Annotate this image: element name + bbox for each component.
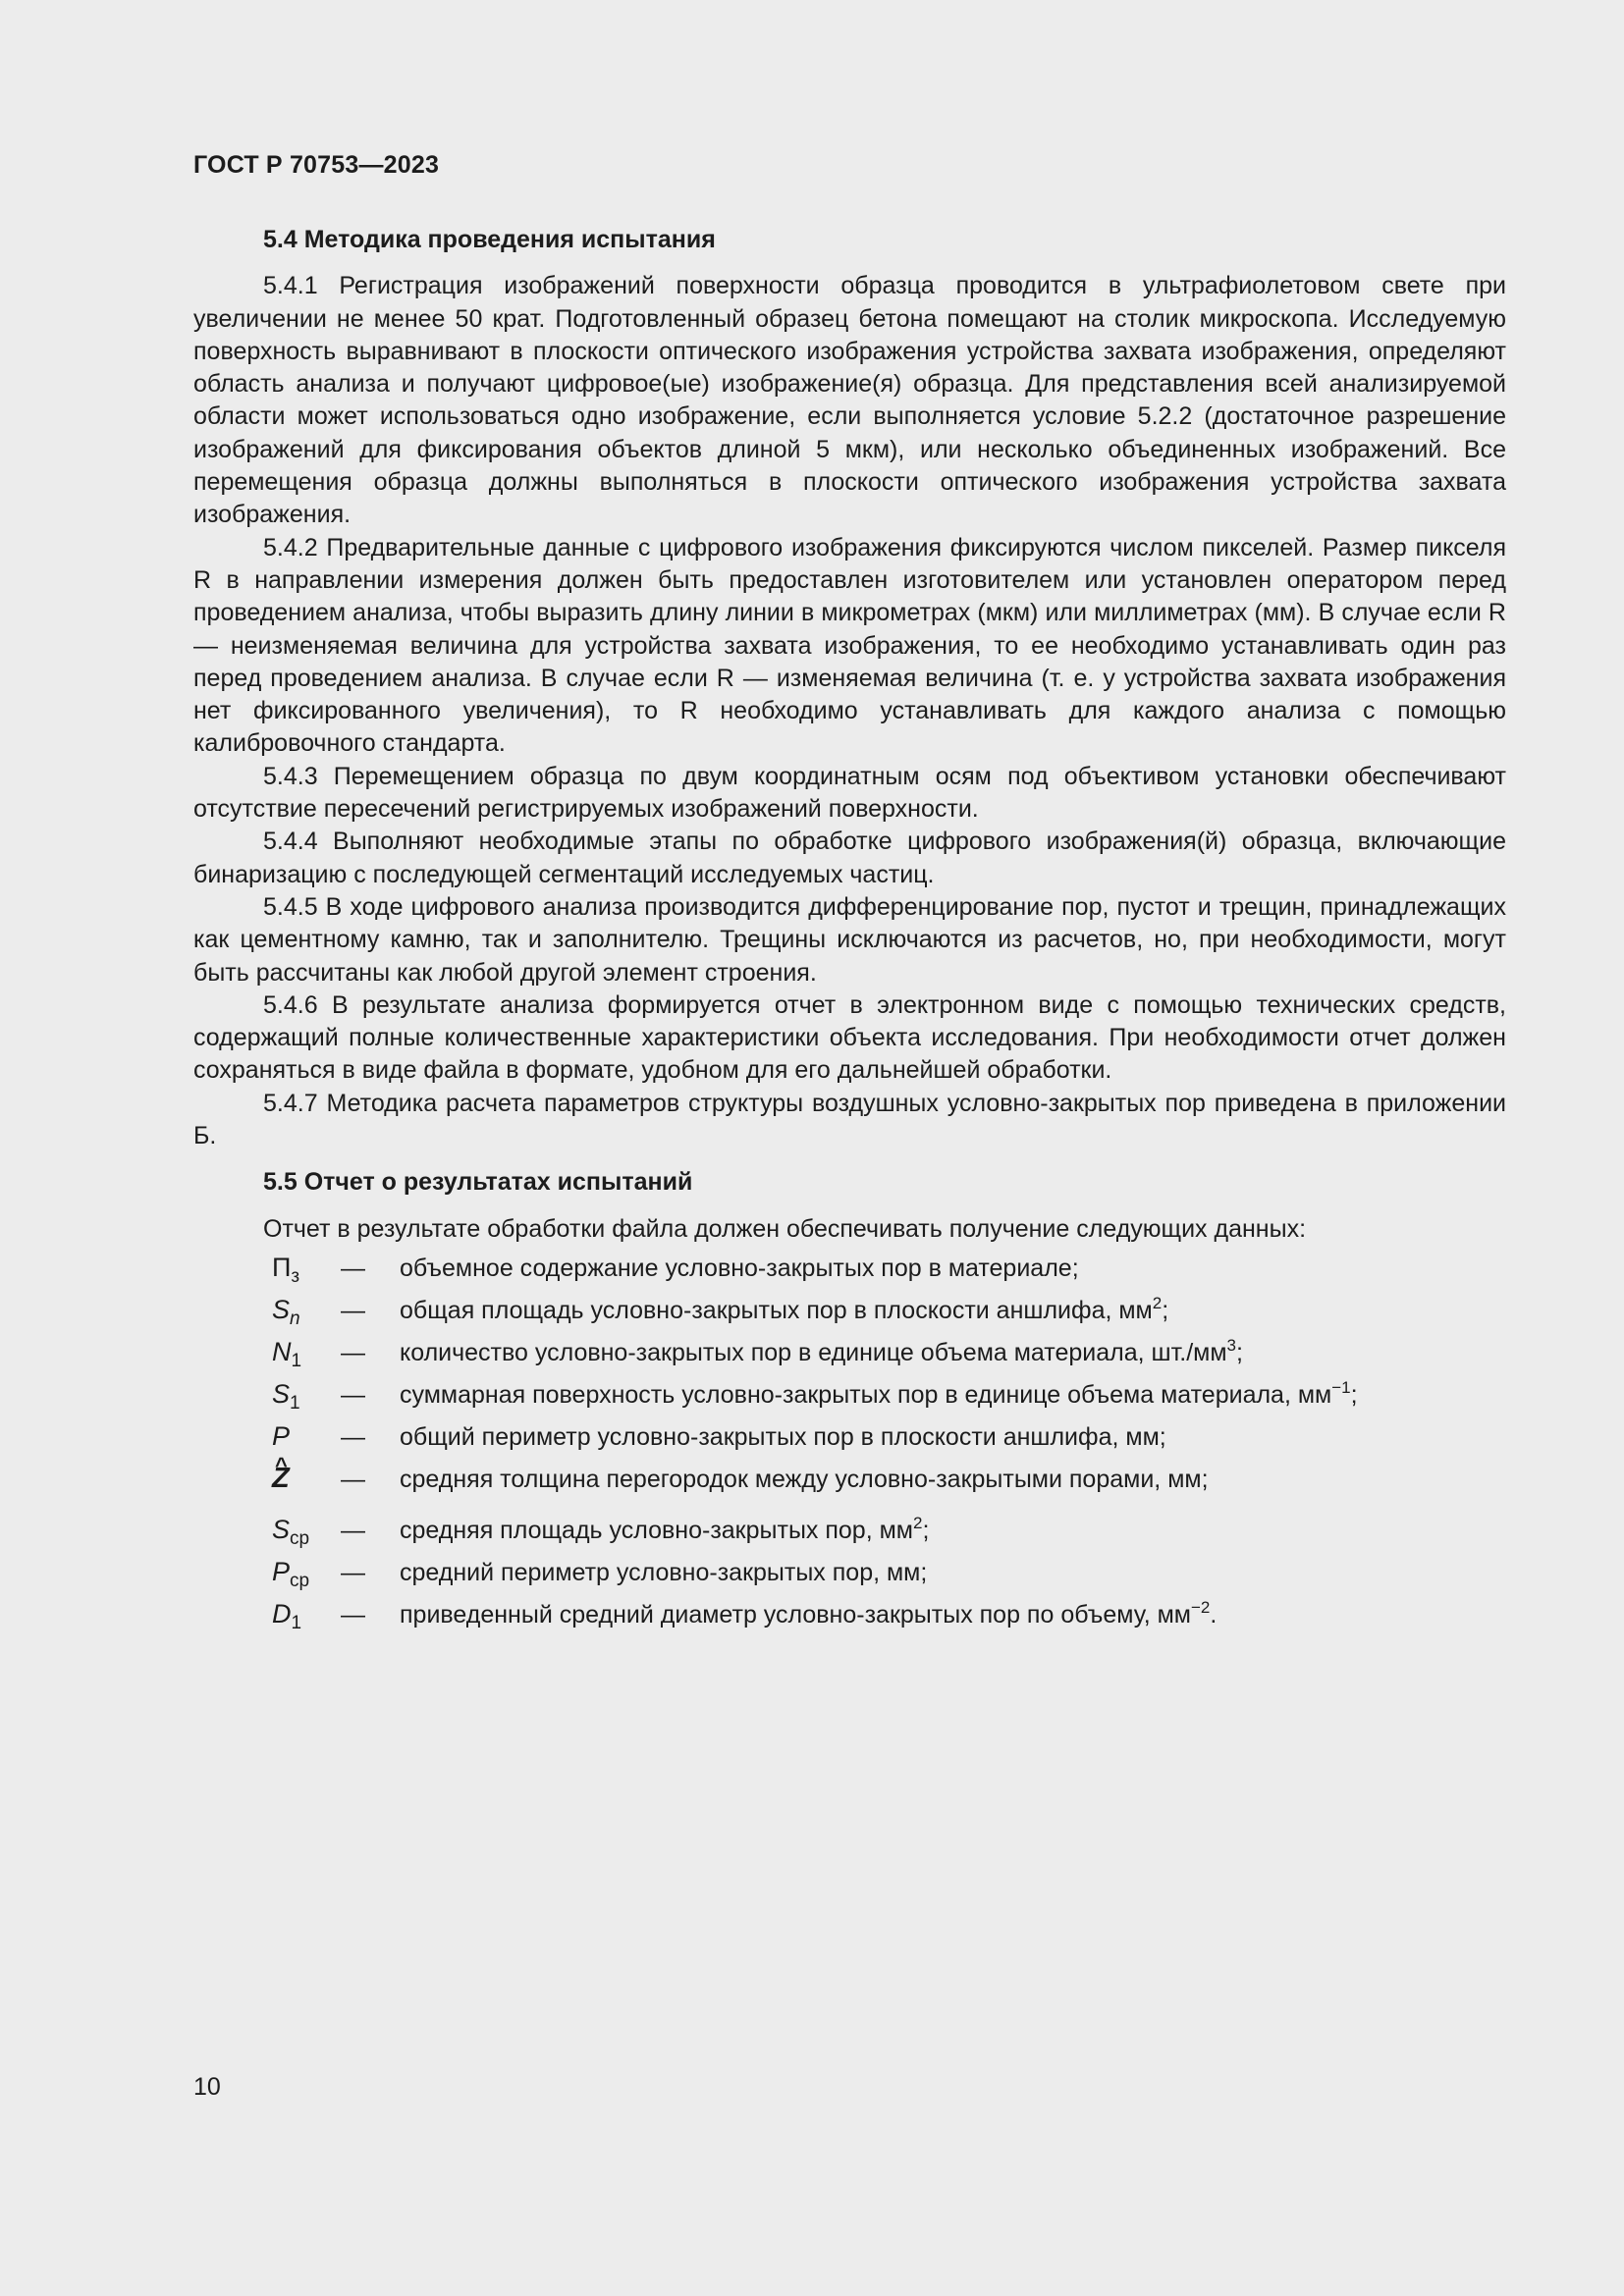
dash: — [341,1380,365,1409]
dash: — [341,1254,365,1282]
symbol: $D_1$ [272,1598,302,1633]
definition-text: общий периметр условно-закрытых пор в плоскости аншлифа, мм; [400,1422,1166,1451]
symbol: $P_{ср}$ [272,1556,310,1591]
dash: — [341,1558,365,1586]
paragraph-5-4-5: 5.4.5 В ходе цифрового анализа производится дифференцирование пор, пустот и трещин, принадлежащих как цементному камню, так и заполнителю. Трещины исключаются из расчетов, но, при необходимости, могут быть рассчитаны как любой другой элемент строения. [193,892,1506,987]
report-intro: Отчет в результате обработки файла должен обеспечивать получение следующих данных: [263,1214,1307,1243]
definition-item [272,1378,1506,1420]
dash: — [341,1338,365,1366]
definition-text: объемное содержание условно-закрытых пор в материале; [400,1254,1079,1282]
paragraph-5-4-3: 5.4.3 Перемещением образца по двум координатным осям под объективом установки обеспечивают отсутствие пересечений регистрируемых изображений поверхности. [193,762,1506,824]
definition-item [272,1252,1506,1294]
definition-item [272,1463,1506,1514]
dash: — [341,1600,365,1629]
definition-item [272,1294,1506,1336]
section-5-4-title: 5.4 Методика проведения испытания [263,226,716,253]
definition-text: средняя толщина перегородок между условно-закрытыми порами, мм; [400,1465,1209,1493]
document-body [193,224,1506,1640]
paragraph-5-4-2: 5.4.2 Предварительные данные с цифрового изображения фиксируются числом пикселей. Размер пикселя R в направлении измерения должен быть предоставлен изготовителем или установлен оператором перед проведением анализа, чтобы выразить длину линии в микрометрах (мкм) или миллиметрах (мм). В случае если R — неизменяемая величина для устройства захвата изображения, то ее необходимо устанавливать один раз перед проведением анализа. В случае если R — изменяемая величина (т. е. у устройства захвата изображения нет фиксированного увеличения), то R необходимо устанавливать для каждого анализа с помощью калибровочного стандарта. [193,533,1506,758]
definition-item [272,1514,1506,1556]
document-header: ГОСТ Р 70753—2023 [193,151,440,179]
symbol: P [272,1420,291,1451]
paragraph-5-4-6: 5.4.6 В результате анализа формируется отчет в электронном виде с помощью технических средств, содержащий полные количественные характеристики объекта исследования. При необходимости отчет должен сохраняться в виде файла в формате, удобном для его дальнейшей обработки. [193,990,1506,1085]
dash: — [341,1516,365,1544]
symbol: $S_n$ [272,1294,300,1329]
definition-text: приведенный средний диаметр условно-закрытых пор по объему, $мм^{-2}$. [400,1597,1218,1629]
symbol: ^ Z [272,1463,341,1495]
symbol: $N_1$ [272,1336,302,1371]
definitions-list [272,1252,1506,1640]
definition-text: средний периметр условно-закрытых пор, мм; [400,1558,928,1586]
symbol: $S_1$ [272,1378,300,1414]
dash: — [341,1296,365,1324]
definition-text: общая площадь условно-закрытых пор в плоскости аншлифа, $мм^2$; [400,1293,1169,1324]
symbol: $S_{ср}$ [272,1514,310,1549]
definition-item [272,1598,1506,1640]
dash: — [341,1465,365,1493]
symbol: $П_з$ [272,1252,300,1287]
paragraph-5-4-7: 5.4.7 Методика расчета параметров структуры воздушных условно-закрытых пор приведена в приложении Б. [193,1089,1506,1150]
definition-text: количество условно-закрытых пор в единице объема материала, $шт./мм^3$; [400,1335,1243,1366]
paragraph-5-4-1: 5.4.1 Регистрация изображений поверхности образца проводится в ультрафиолетовом свете при увеличении не менее 50 крат. Подготовленный образец бетона помещают на столик микроскопа. Исследуемую поверхность выравнивают в плоскости оптического изображения устройства захвата изображения, определяют область анализа и получают цифровое(ые) изображение(я) образца. Для представления всей анализируемой области может использоваться одно изображение, если выполняется условие 5.2.2 (достаточное разрешение изображений для фиксирования объектов длиной 5 мкм), или несколько объединенных изображений. Все перемещения образца должны выполняться в плоскости оптического изображения устройства захвата изображения. [193,272,1506,529]
dash: — [341,1422,365,1451]
definition-item [272,1336,1506,1378]
section-5-5-title: 5.5 Отчет о результатах испытаний [263,1168,693,1197]
definition-text: суммарная поверхность условно-закрытых пор в единице объема материала, $мм^{-1}$; [400,1377,1358,1409]
paragraph-5-4-4: 5.4.4 Выполняют необходимые этапы по обработке цифрового изображения(й) образца, включающие бинаризацию с последующей сегментаций исследуемых частиц. [193,828,1506,888]
definition-item [272,1420,1506,1463]
definition-item [272,1556,1506,1598]
definition-text: средняя площадь условно-закрытых пор, $мм^2$; [400,1513,930,1544]
page-number: 10 [193,2073,221,2101]
